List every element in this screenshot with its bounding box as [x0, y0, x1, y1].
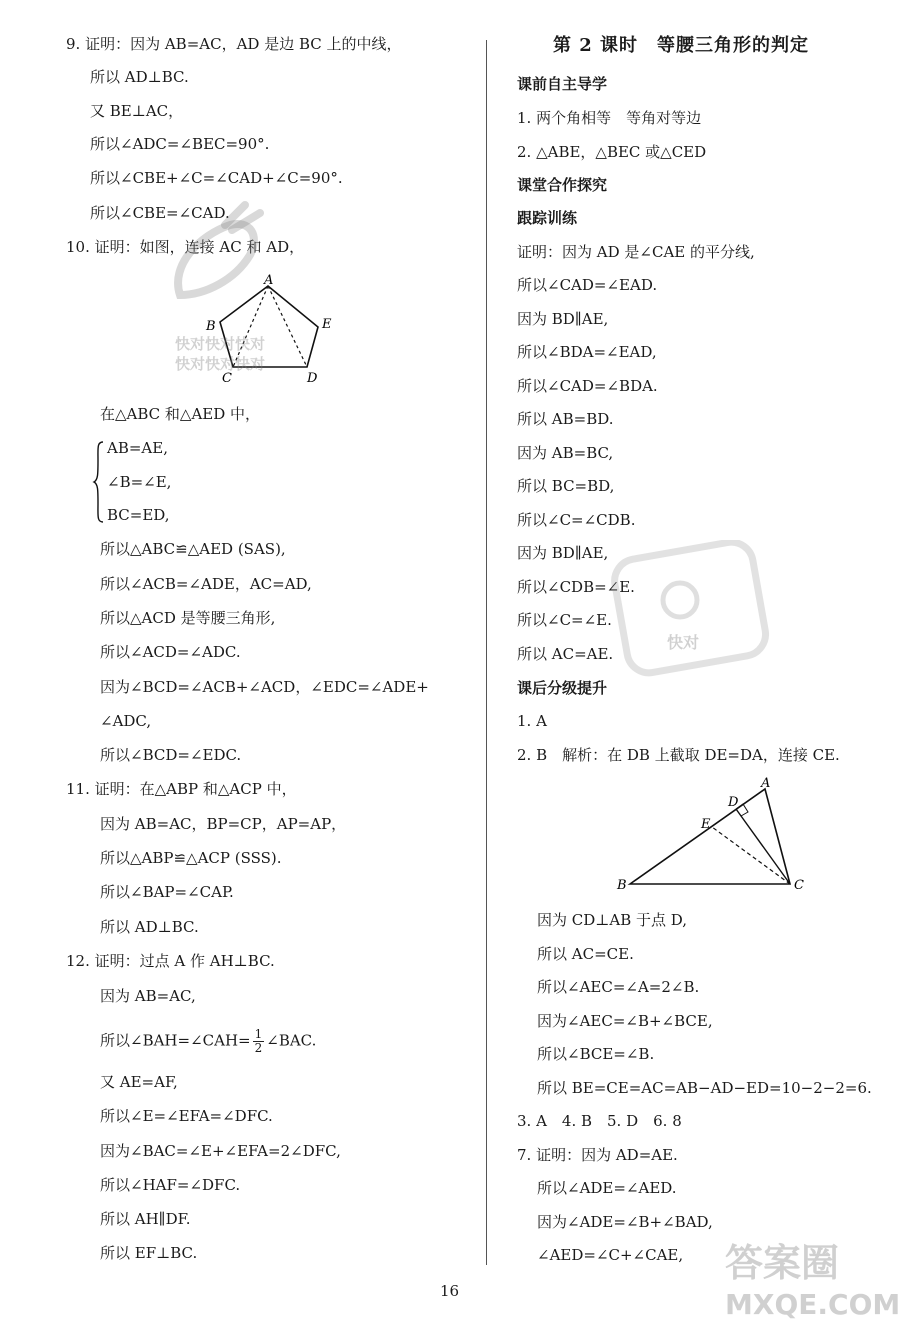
text-line: 因为∠ADE=∠B+∠BAD, [537, 1213, 713, 1231]
section-title: 第 2 课时 等腰三角形的判定 [553, 35, 810, 56]
text-line: 因为 AB=AC, [100, 987, 196, 1005]
text-line: 所以∠BCE=∠B. [537, 1045, 655, 1063]
watermark-text: 答案圈 [725, 1241, 840, 1285]
text-line: BC=ED, [107, 506, 170, 524]
text-line: 因为 BD∥AE, [517, 544, 609, 562]
text-line: 11. 证明：在△ABP 和△ACP 中， [66, 780, 297, 798]
text-line: 所以∠AEC=∠A=2∠B. [537, 978, 700, 996]
text-line: 7. 证明：因为 AD=AE. [517, 1146, 678, 1164]
text-line: 3. A 4. B 5. D 6. 8 [517, 1112, 682, 1130]
watermark-text: MXQE.COM [725, 1288, 900, 1321]
text-line: 所以∠E=∠EFA=∠DFC. [100, 1107, 273, 1125]
text-line: 因为 BD∥AE, [517, 310, 609, 328]
column-divider [486, 40, 487, 1265]
text-line: 所以 EF⊥BC. [100, 1244, 198, 1262]
text-line: 2. B 解析：在 DB 上截取 DE=DA，连接 CE. [517, 746, 840, 764]
point-label: B [206, 319, 216, 334]
text-line: 9. 证明：因为 AB=AC，AD 是边 BC 上的中线， [66, 35, 402, 53]
text-line: 1. 两个角相等 等角对等边 [517, 109, 702, 127]
fraction-line [100, 1028, 316, 1055]
text-line: 所以 BE=CE=AC=AB−AD−ED=10−2−2=6. [537, 1079, 872, 1097]
text-line: 所以△ABC≌△AED (SAS), [100, 540, 286, 558]
fraction-numerator: 1 [254, 1027, 263, 1041]
text-line: 所以 AD⊥BC. [100, 918, 199, 936]
text-line: 因为 AB=AC，BP=CP，AP=AP， [100, 815, 347, 833]
text-line: 10. 证明：如图，连接 AC 和 AD， [66, 238, 305, 256]
text-line: 所以∠BAP=∠CAP. [100, 883, 234, 901]
point-label: B [617, 878, 627, 893]
text-line: AB=AE, [107, 439, 168, 457]
page-number: 16 [440, 1282, 460, 1300]
point-label: E [322, 317, 332, 332]
point-label: E [701, 817, 711, 832]
text-line: 所以 AD⊥BC. [90, 68, 189, 86]
point-label: C [794, 878, 804, 893]
text-line: 所以∠CAD=∠BDA. [517, 377, 658, 395]
watermark-text: 快对 [667, 633, 700, 652]
watermark-logo-icon [610, 540, 780, 680]
text-line: 所以∠ACD=∠ADC. [100, 643, 241, 661]
text-line: 所以 AC=CE. [537, 945, 634, 963]
text-line: 在△ABC 和△AED 中， [100, 405, 261, 423]
text-line: 因为∠BCD=∠ACB+∠ACD，∠EDC=∠ADE+ [100, 678, 429, 696]
text-line: 证明：因为 AD 是∠CAE 的平分线, [517, 243, 755, 261]
triangle-figure [615, 775, 815, 895]
text-line: 12. 证明：过点 A 作 AH⊥BC. [66, 952, 275, 970]
text-line: 所以∠BDA=∠EAD, [517, 343, 657, 361]
text-line: 所以∠CBE=∠CAD. [90, 204, 230, 222]
text-line: 又 AE=AF, [100, 1073, 178, 1091]
text-segment: 所以∠BAH=∠CAH= [100, 1031, 251, 1050]
text-line: 因为∠BAC=∠E+∠EFA=2∠DFC, [100, 1142, 341, 1160]
text-line: 2. △ABE，△BEC 或△CED [517, 143, 707, 161]
text-line: ∠AED=∠C+∠CAE, [537, 1246, 684, 1264]
watermark-text: 快对快对快对 [175, 335, 266, 353]
text-line: 所以△ACD 是等腰三角形, [100, 609, 276, 627]
text-line: 所以 BC=BD, [517, 477, 615, 495]
text-line: 因为 CD⊥AB 于点 D, [537, 911, 688, 929]
text-line: 所以 AB=BD. [517, 410, 614, 428]
point-label: A [761, 776, 771, 791]
watermark-logo-icon [160, 195, 270, 315]
text-line: 1. A [517, 712, 547, 730]
text-line: 所以∠BCD=∠EDC. [100, 746, 242, 764]
text-line: 所以∠HAF=∠DFC. [100, 1176, 241, 1194]
text-line: 因为∠AEC=∠B+∠BCE, [537, 1012, 713, 1030]
fraction [253, 1028, 265, 1055]
text-line: 所以△ABP≌△ACP (SSS). [100, 849, 282, 867]
point-label: D [307, 371, 318, 386]
point-label: C [222, 371, 232, 386]
section-heading: 课前自主导学 [517, 75, 608, 93]
text-line: 所以∠CBE+∠C=∠CAD+∠C=90°. [90, 169, 343, 187]
point-label: D [728, 795, 739, 810]
fraction-denominator: 2 [254, 1041, 263, 1055]
text-segment: ∠BAC. [266, 1031, 317, 1050]
text-line: 所以∠ADC=∠BEC=90°. [90, 135, 270, 153]
text-line: 又 BE⊥AC， [90, 102, 184, 120]
text-line: ∠ADC, [100, 712, 152, 730]
text-line: 所以∠C=∠CDB. [517, 511, 636, 529]
text-line: 所以∠C=∠E. [517, 611, 612, 629]
text-line: 所以∠CDB=∠E. [517, 578, 635, 596]
watermark-text: 快对快对快对 [175, 355, 266, 373]
text-line: 所以 AH∥DF. [100, 1210, 191, 1228]
text-line: 因为 AB=BC, [517, 444, 614, 462]
section-heading: 课后分级提升 [517, 679, 608, 697]
text-line: 所以∠CAD=∠EAD. [517, 276, 658, 294]
text-line: 所以 AC=AE. [517, 645, 614, 663]
system-brace [92, 440, 106, 524]
text-line: 所以∠ADE=∠AED. [537, 1179, 677, 1197]
section-heading: 课堂合作探究 [517, 176, 608, 194]
text-line: ∠B=∠E, [107, 473, 172, 491]
point-label: A [264, 273, 274, 288]
text-line: 所以∠ACB=∠ADE，AC=AD, [100, 575, 312, 593]
section-heading: 跟踪训练 [517, 209, 578, 227]
